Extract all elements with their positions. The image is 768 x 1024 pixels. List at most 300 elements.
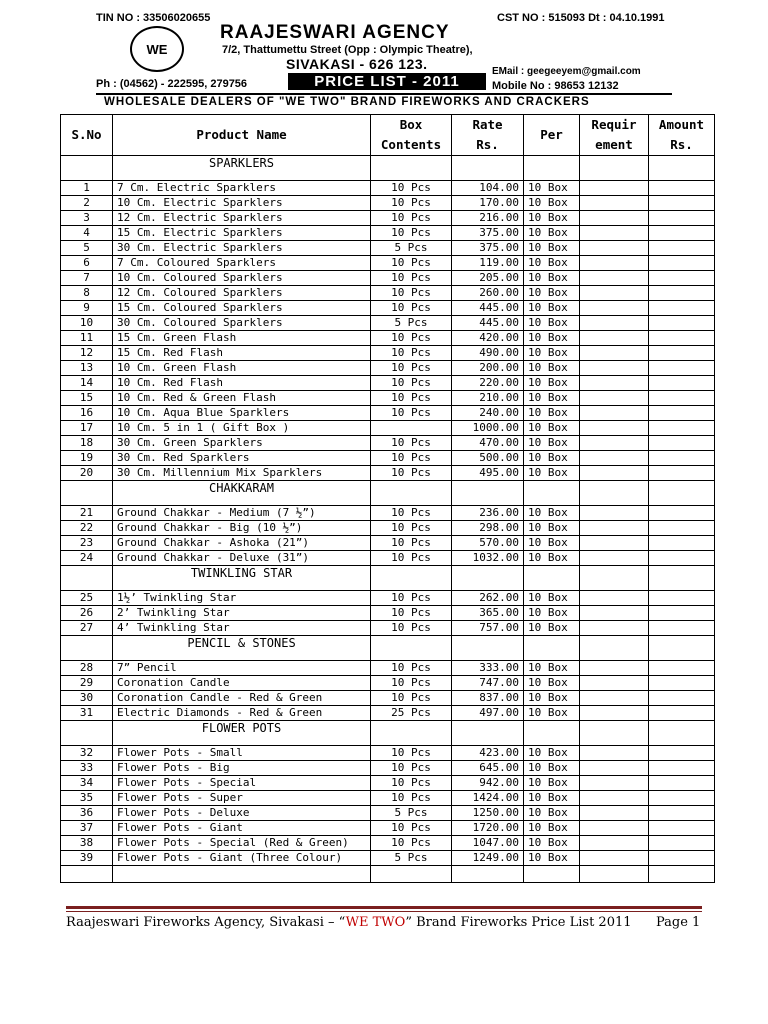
cell-sno: 19 bbox=[61, 451, 113, 466]
cell-box-contents bbox=[371, 481, 452, 506]
cell-rate: 104.00 bbox=[452, 181, 524, 196]
cell-product-name: 15 Cm. Green Flash bbox=[113, 331, 371, 346]
cell-amount bbox=[649, 566, 715, 591]
cell-amount bbox=[649, 156, 715, 181]
table-header-row bbox=[61, 115, 715, 156]
cell-per: 10 Box bbox=[524, 621, 580, 636]
cell-per: 10 Box bbox=[524, 551, 580, 566]
cell-per bbox=[524, 636, 580, 661]
cell-product-name: Flower Pots - Giant (Three Colour) bbox=[113, 851, 371, 866]
cell-rate: 1720.00 bbox=[452, 821, 524, 836]
cell-requirement bbox=[580, 746, 649, 761]
cell-per: 10 Box bbox=[524, 776, 580, 791]
header-rate: Rate Rs. bbox=[452, 115, 524, 156]
footer-rule-thick bbox=[66, 906, 702, 909]
table-row bbox=[61, 691, 715, 706]
cell-requirement bbox=[580, 181, 649, 196]
table-row bbox=[61, 676, 715, 691]
cell-requirement bbox=[580, 406, 649, 421]
table-row bbox=[61, 706, 715, 721]
cell-product-name: 30 Cm. Electric Sparklers bbox=[113, 241, 371, 256]
cell-requirement bbox=[580, 706, 649, 721]
cell-requirement bbox=[580, 606, 649, 621]
cell-rate: 1424.00 bbox=[452, 791, 524, 806]
cell-sno: 3 bbox=[61, 211, 113, 226]
section-header-row bbox=[61, 636, 715, 661]
cell-sno: 23 bbox=[61, 536, 113, 551]
cell-sno: 29 bbox=[61, 676, 113, 691]
cell-amount bbox=[649, 791, 715, 806]
cell-per: 10 Box bbox=[524, 706, 580, 721]
header-amount: Amount Rs. bbox=[649, 115, 715, 156]
cell-per: 10 Box bbox=[524, 316, 580, 331]
cell-amount bbox=[649, 776, 715, 791]
cell-per: 10 Box bbox=[524, 466, 580, 481]
cell-rate: 262.00 bbox=[452, 591, 524, 606]
table-row bbox=[61, 436, 715, 451]
cell-amount bbox=[649, 361, 715, 376]
brand-logo-icon bbox=[130, 26, 184, 72]
cell-sno: 12 bbox=[61, 346, 113, 361]
cell-box-contents bbox=[371, 566, 452, 591]
cell-amount bbox=[649, 316, 715, 331]
table-row bbox=[61, 256, 715, 271]
cell-per: 10 Box bbox=[524, 241, 580, 256]
table-row bbox=[61, 391, 715, 406]
table-row bbox=[61, 271, 715, 286]
cell-sno: 6 bbox=[61, 256, 113, 271]
cell-box-contents: 5 Pcs bbox=[371, 806, 452, 821]
cell-product-name: 10 Cm. Red Flash bbox=[113, 376, 371, 391]
agency-mobile: Mobile No : 98653 12132 bbox=[492, 80, 619, 92]
cell-per: 10 Box bbox=[524, 271, 580, 286]
cell-box-contents bbox=[371, 421, 452, 436]
price-list-banner: PRICE LIST - 2011 bbox=[288, 73, 486, 90]
cell-per: 10 Box bbox=[524, 806, 580, 821]
cell-requirement bbox=[580, 821, 649, 836]
cell-requirement bbox=[580, 636, 649, 661]
agency-name: RAAJESWARI AGENCY bbox=[220, 22, 450, 43]
cell-box-contents: 10 Pcs bbox=[371, 551, 452, 566]
cell-rate: 423.00 bbox=[452, 746, 524, 761]
cell-product-name: Ground Chakkar - Deluxe (31”) bbox=[113, 551, 371, 566]
cell-product-name: Ground Chakkar - Big (10 ½”) bbox=[113, 521, 371, 536]
cell-requirement bbox=[580, 691, 649, 706]
cell-rate: 420.00 bbox=[452, 331, 524, 346]
cell-rate: 210.00 bbox=[452, 391, 524, 406]
cell-box-contents: 5 Pcs bbox=[371, 851, 452, 866]
cell-sno: 35 bbox=[61, 791, 113, 806]
cell-per: 10 Box bbox=[524, 436, 580, 451]
cell-box-contents: 10 Pcs bbox=[371, 536, 452, 551]
cell-box-contents: 10 Pcs bbox=[371, 791, 452, 806]
cell-product-name: 15 Cm. Red Flash bbox=[113, 346, 371, 361]
cell-box-contents: 10 Pcs bbox=[371, 466, 452, 481]
cell-per: 10 Box bbox=[524, 691, 580, 706]
cell-product-name: Flower Pots - Big bbox=[113, 761, 371, 776]
cell-requirement bbox=[580, 506, 649, 521]
cell-amount bbox=[649, 536, 715, 551]
cell-rate: 1250.00 bbox=[452, 806, 524, 821]
cell-product-name: Coronation Candle - Red & Green bbox=[113, 691, 371, 706]
cell-sno: 2 bbox=[61, 196, 113, 211]
cell-product-name: Flower Pots - Giant bbox=[113, 821, 371, 836]
cell-per: 10 Box bbox=[524, 606, 580, 621]
cell-amount bbox=[649, 331, 715, 346]
cst-number: CST NO : 515093 Dt : 04.10.1991 bbox=[497, 12, 665, 24]
cell-box-contents: 10 Pcs bbox=[371, 836, 452, 851]
table-row bbox=[61, 591, 715, 606]
cell-box-contents: 10 Pcs bbox=[371, 256, 452, 271]
section-title: PENCIL & STONES bbox=[113, 636, 371, 661]
cell-per bbox=[524, 481, 580, 506]
cell-amount bbox=[649, 706, 715, 721]
cell-per: 10 Box bbox=[524, 661, 580, 676]
cell-rate: 757.00 bbox=[452, 621, 524, 636]
cell-sno: 17 bbox=[61, 421, 113, 436]
cell-rate: 445.00 bbox=[452, 316, 524, 331]
table-row bbox=[61, 621, 715, 636]
table-row bbox=[61, 536, 715, 551]
agency-phone: Ph : (04562) - 222595, 279756 bbox=[96, 78, 248, 90]
table-row bbox=[61, 331, 715, 346]
cell-requirement bbox=[580, 836, 649, 851]
cell-per: 10 Box bbox=[524, 181, 580, 196]
cell-requirement bbox=[580, 391, 649, 406]
cell-amount bbox=[649, 271, 715, 286]
letterhead bbox=[0, 0, 768, 112]
cell-amount bbox=[649, 676, 715, 691]
cell-requirement bbox=[580, 346, 649, 361]
cell-rate bbox=[452, 156, 524, 181]
cell-sno: 28 bbox=[61, 661, 113, 676]
table-body bbox=[61, 156, 715, 883]
agency-address: 7/2, Thattumettu Street (Opp : Olympic Theatre), bbox=[222, 44, 473, 56]
cell-rate: 298.00 bbox=[452, 521, 524, 536]
cell-rate bbox=[452, 721, 524, 746]
cell-product-name: 10 Cm. Green Flash bbox=[113, 361, 371, 376]
section-header-row bbox=[61, 721, 715, 746]
cell-amount bbox=[649, 636, 715, 661]
cell-requirement bbox=[580, 521, 649, 536]
table-row bbox=[61, 836, 715, 851]
table-row bbox=[61, 196, 715, 211]
cell-rate: 645.00 bbox=[452, 761, 524, 776]
table-row bbox=[61, 226, 715, 241]
table-row bbox=[61, 406, 715, 421]
section-header-row bbox=[61, 156, 715, 181]
cell-requirement bbox=[580, 536, 649, 551]
cell-rate: 495.00 bbox=[452, 466, 524, 481]
cell-box-contents: 10 Pcs bbox=[371, 361, 452, 376]
cell-sno: 36 bbox=[61, 806, 113, 821]
cell-rate: 333.00 bbox=[452, 661, 524, 676]
cell-rate: 1032.00 bbox=[452, 551, 524, 566]
cell-product-name: 7 Cm. Electric Sparklers bbox=[113, 181, 371, 196]
cell-amount bbox=[649, 691, 715, 706]
cell-rate: 570.00 bbox=[452, 536, 524, 551]
cell-per: 10 Box bbox=[524, 211, 580, 226]
cell-box-contents: 10 Pcs bbox=[371, 211, 452, 226]
cell-sno: 37 bbox=[61, 821, 113, 836]
cell-requirement bbox=[580, 551, 649, 566]
cell-box-contents: 10 Pcs bbox=[371, 746, 452, 761]
table-row bbox=[61, 776, 715, 791]
cell-product-name: Flower Pots - Special bbox=[113, 776, 371, 791]
table-row bbox=[61, 466, 715, 481]
cell-requirement bbox=[580, 466, 649, 481]
cell-rate: 260.00 bbox=[452, 286, 524, 301]
cell-rate: 942.00 bbox=[452, 776, 524, 791]
cell-box-contents: 10 Pcs bbox=[371, 406, 452, 421]
cell-requirement bbox=[580, 451, 649, 466]
cell-requirement bbox=[580, 806, 649, 821]
cell-sno bbox=[61, 566, 113, 591]
cell-requirement bbox=[580, 851, 649, 866]
table-row bbox=[61, 241, 715, 256]
header-rule bbox=[96, 93, 672, 95]
cell-product-name: Ground Chakkar - Medium (7 ½”) bbox=[113, 506, 371, 521]
cell-per: 10 Box bbox=[524, 791, 580, 806]
cell-box-contents bbox=[371, 721, 452, 746]
cell-product-name: 10 Cm. Red & Green Flash bbox=[113, 391, 371, 406]
cell-amount bbox=[649, 591, 715, 606]
cell-sno: 25 bbox=[61, 591, 113, 606]
cell-requirement bbox=[580, 361, 649, 376]
cell-product-name: 15 Cm. Coloured Sparklers bbox=[113, 301, 371, 316]
cell-rate bbox=[452, 481, 524, 506]
cell-rate: 119.00 bbox=[452, 256, 524, 271]
cell-per: 10 Box bbox=[524, 331, 580, 346]
cell-box-contents: 10 Pcs bbox=[371, 676, 452, 691]
cell-sno: 13 bbox=[61, 361, 113, 376]
cell-box-contents: 10 Pcs bbox=[371, 181, 452, 196]
cell-per: 10 Box bbox=[524, 676, 580, 691]
header-product-name: Product Name bbox=[113, 115, 371, 156]
table-row bbox=[61, 661, 715, 676]
cell-sno: 1 bbox=[61, 181, 113, 196]
cell-sno: 11 bbox=[61, 331, 113, 346]
cell-per: 10 Box bbox=[524, 226, 580, 241]
cell-rate: 236.00 bbox=[452, 506, 524, 521]
cell-per: 10 Box bbox=[524, 821, 580, 836]
cell-per: 10 Box bbox=[524, 256, 580, 271]
cell-sno bbox=[61, 636, 113, 661]
cell-sno: 39 bbox=[61, 851, 113, 866]
cell-sno: 4 bbox=[61, 226, 113, 241]
cell-amount bbox=[649, 211, 715, 226]
cell-per: 10 Box bbox=[524, 391, 580, 406]
cell-per bbox=[524, 866, 580, 883]
table-row bbox=[61, 506, 715, 521]
cell-requirement bbox=[580, 331, 649, 346]
cell-amount bbox=[649, 241, 715, 256]
cell-sno: 26 bbox=[61, 606, 113, 621]
cell-requirement bbox=[580, 421, 649, 436]
cell-requirement bbox=[580, 256, 649, 271]
cell-product-name: Electric Diamonds - Red & Green bbox=[113, 706, 371, 721]
cell-per bbox=[524, 156, 580, 181]
cell-sno bbox=[61, 721, 113, 746]
cell-requirement bbox=[580, 591, 649, 606]
section-header-row bbox=[61, 566, 715, 591]
cell-requirement bbox=[580, 661, 649, 676]
cell-sno: 34 bbox=[61, 776, 113, 791]
table-row bbox=[61, 286, 715, 301]
cell-product-name: 10 Cm. Aqua Blue Sparklers bbox=[113, 406, 371, 421]
cell-sno: 33 bbox=[61, 761, 113, 776]
cell-sno: 16 bbox=[61, 406, 113, 421]
cell-product-name: 4’ Twinkling Star bbox=[113, 621, 371, 636]
table-row bbox=[61, 181, 715, 196]
table-row bbox=[61, 521, 715, 536]
cell-per: 10 Box bbox=[524, 836, 580, 851]
cell-amount bbox=[649, 836, 715, 851]
cell-amount bbox=[649, 181, 715, 196]
cell-per bbox=[524, 566, 580, 591]
cell-sno: 14 bbox=[61, 376, 113, 391]
cell-sno: 7 bbox=[61, 271, 113, 286]
cell-requirement bbox=[580, 376, 649, 391]
cell-box-contents: 10 Pcs bbox=[371, 661, 452, 676]
cell-product-name: 30 Cm. Millennium Mix Sparklers bbox=[113, 466, 371, 481]
cell-rate: 170.00 bbox=[452, 196, 524, 211]
cell-sno: 22 bbox=[61, 521, 113, 536]
section-header-row bbox=[61, 481, 715, 506]
cell-box-contents: 10 Pcs bbox=[371, 331, 452, 346]
cell-box-contents: 10 Pcs bbox=[371, 436, 452, 451]
cell-rate: 747.00 bbox=[452, 676, 524, 691]
footer-rule-thin bbox=[66, 911, 702, 912]
cell-rate bbox=[452, 566, 524, 591]
cell-product-name: 10 Cm. 5 in 1 ( Gift Box ) bbox=[113, 421, 371, 436]
table-row bbox=[61, 376, 715, 391]
cell-rate: 1047.00 bbox=[452, 836, 524, 851]
cell-amount bbox=[649, 821, 715, 836]
cell-amount bbox=[649, 226, 715, 241]
cell-rate: 470.00 bbox=[452, 436, 524, 451]
cell-rate: 240.00 bbox=[452, 406, 524, 421]
cell-box-contents: 10 Pcs bbox=[371, 591, 452, 606]
cell-per bbox=[524, 721, 580, 746]
cell-sno: 10 bbox=[61, 316, 113, 331]
cell-rate: 205.00 bbox=[452, 271, 524, 286]
cell-requirement bbox=[580, 226, 649, 241]
cell-amount bbox=[649, 406, 715, 421]
agency-city: SIVAKASI - 626 123. bbox=[286, 56, 428, 72]
cell-product-name: 15 Cm. Electric Sparklers bbox=[113, 226, 371, 241]
tin-number: TIN NO : 33506020655 bbox=[96, 12, 211, 24]
cell-requirement bbox=[580, 436, 649, 451]
cell-amount bbox=[649, 436, 715, 451]
cell-rate: 220.00 bbox=[452, 376, 524, 391]
table-row bbox=[61, 211, 715, 226]
cell-product-name: 7” Pencil bbox=[113, 661, 371, 676]
cell-per: 10 Box bbox=[524, 376, 580, 391]
cell-product-name: 10 Cm. Electric Sparklers bbox=[113, 196, 371, 211]
table-row bbox=[61, 421, 715, 436]
cell-box-contents: 10 Pcs bbox=[371, 621, 452, 636]
cell-amount bbox=[649, 761, 715, 776]
cell-sno: 18 bbox=[61, 436, 113, 451]
cell-rate: 1000.00 bbox=[452, 421, 524, 436]
cell-box-contents bbox=[371, 156, 452, 181]
header-box-contents: Box Contents bbox=[371, 115, 452, 156]
cell-box-contents: 10 Pcs bbox=[371, 196, 452, 211]
cell-per: 10 Box bbox=[524, 421, 580, 436]
agency-email: EMail : geegeeyem@gmail.com bbox=[492, 66, 641, 77]
cell-product-name: 30 Cm. Red Sparklers bbox=[113, 451, 371, 466]
cell-requirement bbox=[580, 776, 649, 791]
cell-sno: 30 bbox=[61, 691, 113, 706]
cell-sno: 32 bbox=[61, 746, 113, 761]
cell-requirement bbox=[580, 196, 649, 211]
cell-box-contents: 10 Pcs bbox=[371, 226, 452, 241]
table-row bbox=[61, 851, 715, 866]
table-row bbox=[61, 301, 715, 316]
cell-box-contents: 10 Pcs bbox=[371, 376, 452, 391]
cell-amount bbox=[649, 421, 715, 436]
cell-per: 10 Box bbox=[524, 851, 580, 866]
cell-requirement bbox=[580, 621, 649, 636]
cell-sno: 9 bbox=[61, 301, 113, 316]
cell-requirement bbox=[580, 286, 649, 301]
cell-amount bbox=[649, 806, 715, 821]
blank-row bbox=[61, 866, 715, 883]
cell-sno bbox=[61, 866, 113, 883]
header-per: Per bbox=[524, 115, 580, 156]
footer-caption-part2: ” Brand Fireworks Price List 2011 bbox=[405, 915, 632, 930]
cell-amount bbox=[649, 451, 715, 466]
cell-product-name: 30 Cm. Coloured Sparklers bbox=[113, 316, 371, 331]
cell-amount bbox=[649, 301, 715, 316]
footer-brand: WE TWO bbox=[345, 915, 406, 930]
cell-amount bbox=[649, 391, 715, 406]
cell-box-contents: 25 Pcs bbox=[371, 706, 452, 721]
cell-product-name: Flower Pots - Super bbox=[113, 791, 371, 806]
cell-requirement bbox=[580, 761, 649, 776]
table-row bbox=[61, 606, 715, 621]
cell-sno bbox=[61, 156, 113, 181]
cell-amount bbox=[649, 196, 715, 211]
cell-rate: 200.00 bbox=[452, 361, 524, 376]
cell-rate: 216.00 bbox=[452, 211, 524, 226]
table-row bbox=[61, 361, 715, 376]
section-title: TWINKLING STAR bbox=[113, 566, 371, 591]
table-row bbox=[61, 806, 715, 821]
cell-amount bbox=[649, 506, 715, 521]
cell-product-name: 12 Cm. Electric Sparklers bbox=[113, 211, 371, 226]
cell-box-contents: 10 Pcs bbox=[371, 301, 452, 316]
cell-requirement bbox=[580, 156, 649, 181]
cell-sno: 27 bbox=[61, 621, 113, 636]
table-row bbox=[61, 551, 715, 566]
cell-product-name: Flower Pots - Special (Red & Green) bbox=[113, 836, 371, 851]
price-table bbox=[60, 114, 715, 883]
cell-per: 10 Box bbox=[524, 521, 580, 536]
cell-sno: 20 bbox=[61, 466, 113, 481]
tagline: WHOLESALE DEALERS OF "WE TWO" BRAND FIREWORKS AND CRACKERS bbox=[104, 96, 590, 108]
cell-requirement bbox=[580, 676, 649, 691]
cell-rate: 1249.00 bbox=[452, 851, 524, 866]
cell-sno: 38 bbox=[61, 836, 113, 851]
cell-amount bbox=[649, 721, 715, 746]
cell-box-contents: 5 Pcs bbox=[371, 241, 452, 256]
cell-requirement bbox=[580, 241, 649, 256]
cell-sno: 21 bbox=[61, 506, 113, 521]
cell-box-contents bbox=[371, 866, 452, 883]
table-row bbox=[61, 316, 715, 331]
